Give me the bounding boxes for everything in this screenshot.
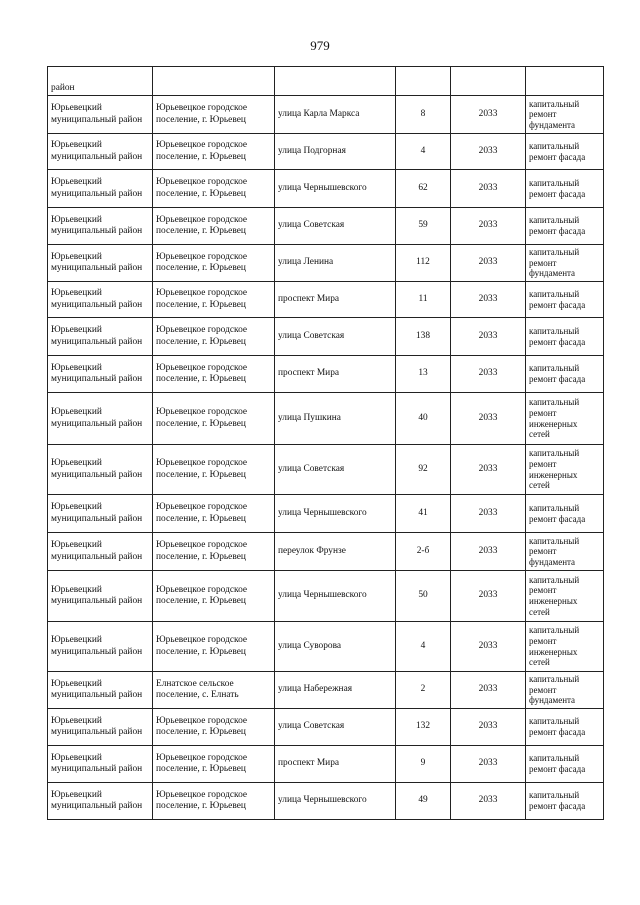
table-row bbox=[48, 709, 604, 746]
district-cell: Юрьевецкий муниципальный район bbox=[48, 96, 153, 134]
house-number-cell: 2 bbox=[396, 672, 451, 709]
district-cell: Юрьевецкий муниципальный район bbox=[48, 622, 153, 672]
table-row bbox=[48, 170, 604, 208]
street-cell: переулок Фрунзе bbox=[275, 533, 396, 571]
settlement-cell: Юрьевецкое городское поселение, г. Юрьевец bbox=[153, 208, 275, 245]
street-cell: улица Пушкина bbox=[275, 393, 396, 445]
house-number-cell bbox=[396, 67, 451, 96]
settlement-cell: Юрьевецкое городское поселение, г. Юрьевец bbox=[153, 282, 275, 318]
settlement-cell: Юрьевецкое городское поселение, г. Юрьевец bbox=[153, 622, 275, 672]
table-row bbox=[48, 356, 604, 393]
settlement-cell: Юрьевецкое городское поселение, г. Юрьевец bbox=[153, 783, 275, 820]
settlement-cell: Юрьевецкое городское поселение, г. Юрьевец bbox=[153, 356, 275, 393]
house-number-cell: 4 bbox=[396, 622, 451, 672]
street-cell: улица Советская bbox=[275, 445, 396, 495]
work-type-cell: капитальный ремонт фасада bbox=[526, 709, 604, 746]
table-row bbox=[48, 393, 604, 445]
work-type-cell bbox=[526, 67, 604, 96]
work-type-cell: капитальный ремонт фасада bbox=[526, 134, 604, 170]
year-cell: 2033 bbox=[451, 245, 526, 282]
house-number-cell: 4 bbox=[396, 134, 451, 170]
settlement-cell bbox=[153, 67, 275, 96]
street-cell: улица Советская bbox=[275, 318, 396, 356]
table-row bbox=[48, 783, 604, 820]
street-cell: проспект Мира bbox=[275, 746, 396, 783]
house-number-cell: 112 bbox=[396, 245, 451, 282]
street-cell: улица Чернышевского bbox=[275, 170, 396, 208]
district-cell: Юрьевецкий муниципальный район bbox=[48, 571, 153, 622]
settlement-cell: Юрьевецкое городское поселение, г. Юрьевец bbox=[153, 245, 275, 282]
year-cell: 2033 bbox=[451, 533, 526, 571]
district-cell: Юрьевецкий муниципальный район bbox=[48, 393, 153, 445]
work-type-cell: капитальный ремонт инженерных сетей bbox=[526, 571, 604, 622]
year-cell: 2033 bbox=[451, 622, 526, 672]
district-cell: Юрьевецкий муниципальный район bbox=[48, 445, 153, 495]
district-cell: район bbox=[48, 67, 153, 96]
year-cell: 2033 bbox=[451, 208, 526, 245]
settlement-cell: Юрьевецкое городское поселение, г. Юрьевец bbox=[153, 709, 275, 746]
street-cell: улица Суворова bbox=[275, 622, 396, 672]
table-row bbox=[48, 622, 604, 672]
work-type-cell: капитальный ремонт фундамента bbox=[526, 533, 604, 571]
work-type-cell: капитальный ремонт фундамента bbox=[526, 245, 604, 282]
table-row bbox=[48, 282, 604, 318]
house-number-cell: 2-б bbox=[396, 533, 451, 571]
year-cell: 2033 bbox=[451, 96, 526, 134]
table-row bbox=[48, 571, 604, 622]
work-type-cell: капитальный ремонт фундамента bbox=[526, 672, 604, 709]
work-type-cell: капитальный ремонт фундамента bbox=[526, 96, 604, 134]
house-number-cell: 9 bbox=[396, 746, 451, 783]
table-row bbox=[48, 672, 604, 709]
street-cell: улица Карла Маркса bbox=[275, 96, 396, 134]
street-cell: улица Советская bbox=[275, 709, 396, 746]
housing-repair-table bbox=[47, 66, 604, 820]
house-number-cell: 13 bbox=[396, 356, 451, 393]
year-cell: 2033 bbox=[451, 571, 526, 622]
street-cell bbox=[275, 67, 396, 96]
work-type-cell: капитальный ремонт фасада bbox=[526, 356, 604, 393]
district-cell: Юрьевецкий муниципальный район bbox=[48, 356, 153, 393]
work-type-cell: капитальный ремонт инженерных сетей bbox=[526, 393, 604, 445]
district-cell: Юрьевецкий муниципальный район bbox=[48, 709, 153, 746]
settlement-cell: Юрьевецкое городское поселение, г. Юрьевец bbox=[153, 495, 275, 533]
street-cell: улица Подгорная bbox=[275, 134, 396, 170]
street-cell: улица Советская bbox=[275, 208, 396, 245]
work-type-cell: капитальный ремонт фасада bbox=[526, 208, 604, 245]
district-cell: Юрьевецкий муниципальный район bbox=[48, 533, 153, 571]
street-cell: улица Набережная bbox=[275, 672, 396, 709]
street-cell: улица Чернышевского bbox=[275, 495, 396, 533]
year-cell: 2033 bbox=[451, 134, 526, 170]
year-cell: 2033 bbox=[451, 709, 526, 746]
table-row bbox=[48, 208, 604, 245]
table-row bbox=[48, 746, 604, 783]
year-cell: 2033 bbox=[451, 170, 526, 208]
district-cell: Юрьевецкий муниципальный район bbox=[48, 746, 153, 783]
work-type-cell: капитальный ремонт инженерных сетей bbox=[526, 445, 604, 495]
page-number: 979 bbox=[310, 38, 330, 53]
settlement-cell: Елнатское сельское поселение, с. Елнать bbox=[153, 672, 275, 709]
house-number-cell: 40 bbox=[396, 393, 451, 445]
settlement-cell: Юрьевецкое городское поселение, г. Юрьевец bbox=[153, 571, 275, 622]
street-cell: улица Чернышевского bbox=[275, 783, 396, 820]
house-number-cell: 62 bbox=[396, 170, 451, 208]
year-cell: 2033 bbox=[451, 445, 526, 495]
year-cell: 2033 bbox=[451, 393, 526, 445]
work-type-cell: капитальный ремонт фасада bbox=[526, 318, 604, 356]
work-type-cell: капитальный ремонт фасада bbox=[526, 282, 604, 318]
street-cell: проспект Мира bbox=[275, 282, 396, 318]
work-type-cell: капитальный ремонт фасада bbox=[526, 746, 604, 783]
house-number-cell: 41 bbox=[396, 495, 451, 533]
house-number-cell: 11 bbox=[396, 282, 451, 318]
year-cell: 2033 bbox=[451, 672, 526, 709]
district-cell: Юрьевецкий муниципальный район bbox=[48, 495, 153, 533]
house-number-cell: 8 bbox=[396, 96, 451, 134]
district-cell: Юрьевецкий муниципальный район bbox=[48, 783, 153, 820]
table-row bbox=[48, 495, 604, 533]
table-row bbox=[48, 533, 604, 571]
district-cell: Юрьевецкий муниципальный район bbox=[48, 208, 153, 245]
street-cell: проспект Мира bbox=[275, 356, 396, 393]
year-cell: 2033 bbox=[451, 318, 526, 356]
work-type-cell: капитальный ремонт фасада bbox=[526, 783, 604, 820]
year-cell: 2033 bbox=[451, 746, 526, 783]
district-cell: Юрьевецкий муниципальный район bbox=[48, 170, 153, 208]
settlement-cell: Юрьевецкое городское поселение, г. Юрьевец bbox=[153, 533, 275, 571]
house-number-cell: 59 bbox=[396, 208, 451, 245]
district-cell: Юрьевецкий муниципальный район bbox=[48, 245, 153, 282]
year-cell bbox=[451, 67, 526, 96]
table-row bbox=[48, 96, 604, 134]
street-cell: улица Чернышевского bbox=[275, 571, 396, 622]
district-cell: Юрьевецкий муниципальный район bbox=[48, 282, 153, 318]
work-type-cell: капитальный ремонт инженерных сетей bbox=[526, 622, 604, 672]
settlement-cell: Юрьевецкое городское поселение, г. Юрьевец bbox=[153, 318, 275, 356]
house-number-cell: 49 bbox=[396, 783, 451, 820]
district-cell: Юрьевецкий муниципальный район bbox=[48, 318, 153, 356]
settlement-cell: Юрьевецкое городское поселение, г. Юрьевец bbox=[153, 445, 275, 495]
work-type-cell: капитальный ремонт фасада bbox=[526, 170, 604, 208]
table-row bbox=[48, 245, 604, 282]
settlement-cell: Юрьевецкое городское поселение, г. Юрьевец bbox=[153, 96, 275, 134]
year-cell: 2033 bbox=[451, 282, 526, 318]
house-number-cell: 132 bbox=[396, 709, 451, 746]
house-number-cell: 138 bbox=[396, 318, 451, 356]
settlement-cell: Юрьевецкое городское поселение, г. Юрьевец bbox=[153, 746, 275, 783]
settlement-cell: Юрьевецкое городское поселение, г. Юрьевец bbox=[153, 393, 275, 445]
year-cell: 2033 bbox=[451, 495, 526, 533]
house-number-cell: 50 bbox=[396, 571, 451, 622]
district-cell: Юрьевецкий муниципальный район bbox=[48, 672, 153, 709]
work-type-cell: капитальный ремонт фасада bbox=[526, 495, 604, 533]
year-cell: 2033 bbox=[451, 783, 526, 820]
year-cell: 2033 bbox=[451, 356, 526, 393]
table-row bbox=[48, 134, 604, 170]
settlement-cell: Юрьевецкое городское поселение, г. Юрьевец bbox=[153, 170, 275, 208]
table-row-continuation bbox=[48, 67, 604, 96]
table-body bbox=[48, 67, 604, 820]
table-row bbox=[48, 445, 604, 495]
district-cell: Юрьевецкий муниципальный район bbox=[48, 134, 153, 170]
table-row bbox=[48, 318, 604, 356]
street-cell: улица Ленина bbox=[275, 245, 396, 282]
settlement-cell: Юрьевецкое городское поселение, г. Юрьевец bbox=[153, 134, 275, 170]
house-number-cell: 92 bbox=[396, 445, 451, 495]
